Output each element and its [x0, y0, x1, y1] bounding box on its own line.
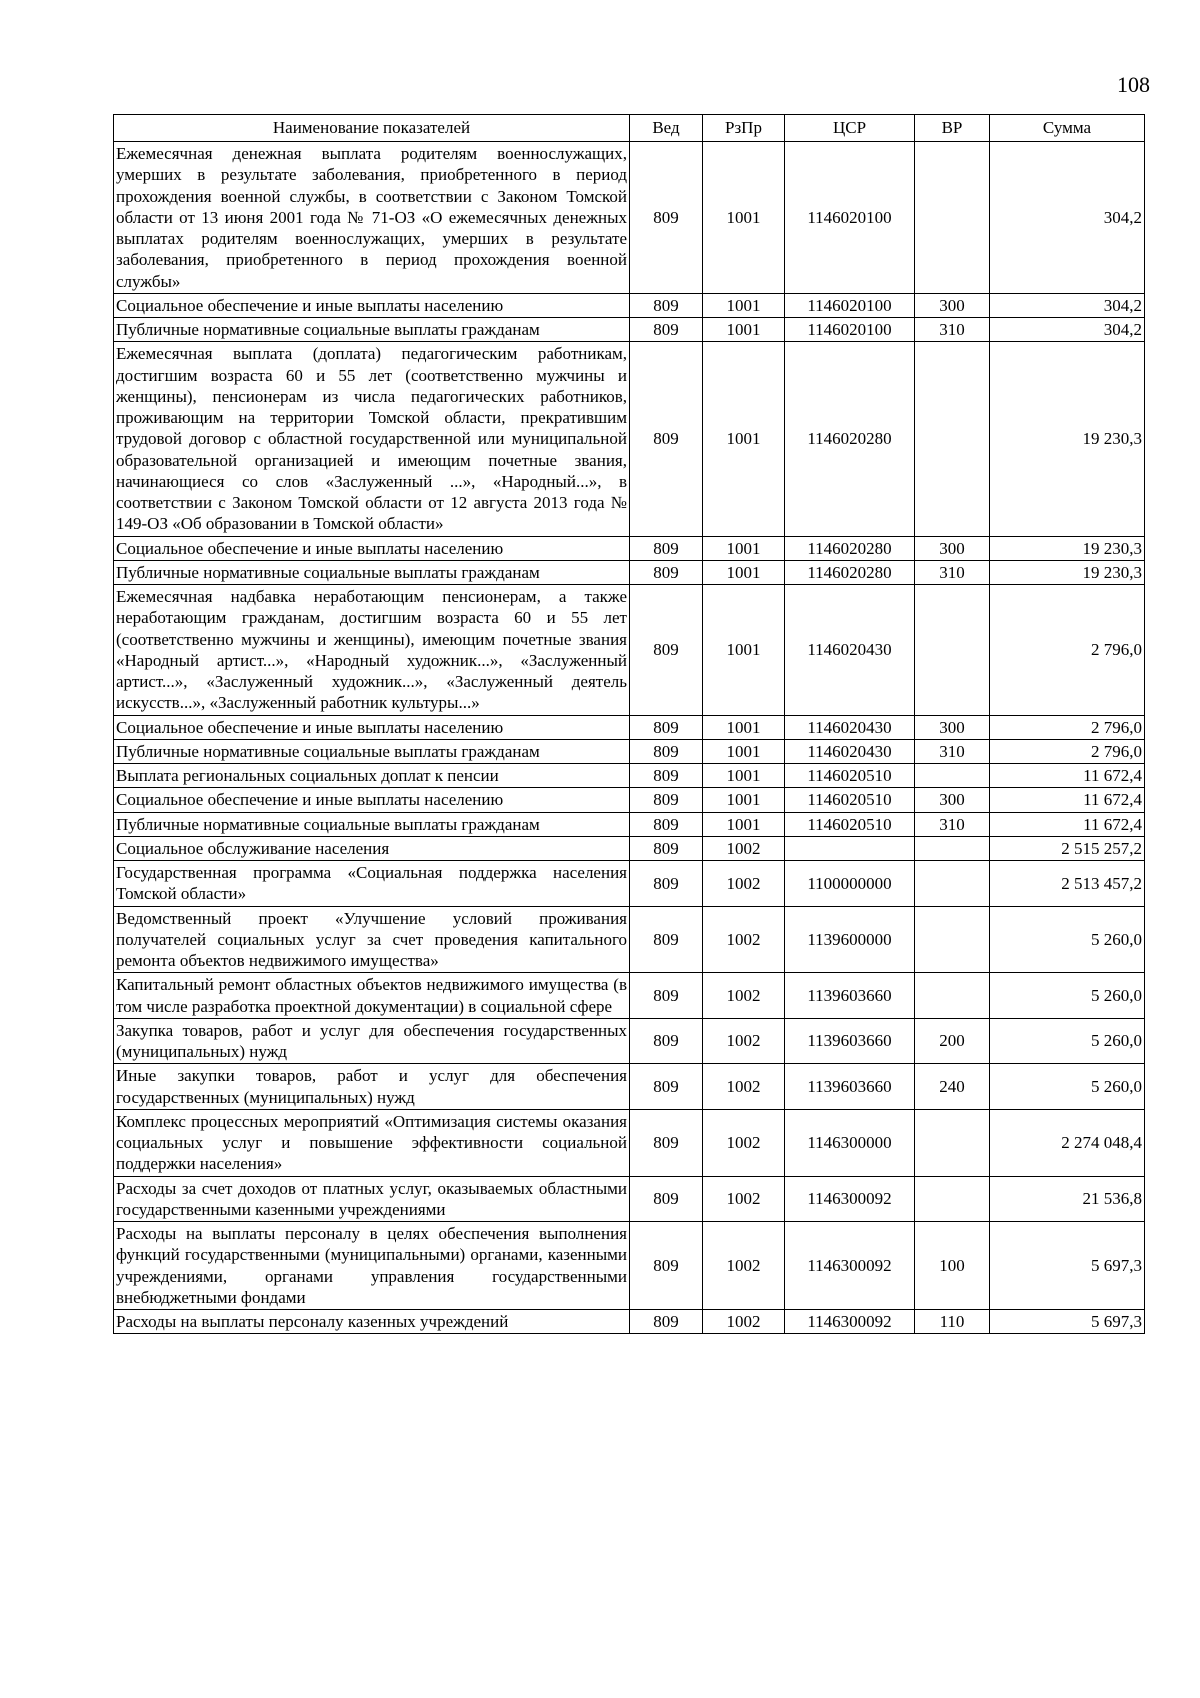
table-row: [114, 1064, 1145, 1110]
table-row: [114, 585, 1145, 716]
cell-ved: 809: [630, 739, 703, 763]
cell-name: Публичные нормативные социальные выплаты гражданам: [114, 560, 630, 584]
cell-ved: 809: [630, 1109, 703, 1176]
cell-rzpr: 1001: [703, 293, 785, 317]
cell-ved: 809: [630, 1222, 703, 1310]
cell-vr: 310: [915, 560, 990, 584]
cell-rzpr: 1002: [703, 1310, 785, 1334]
budget-table: [113, 114, 1145, 1334]
cell-ved: 809: [630, 906, 703, 973]
cell-vr: [915, 342, 990, 536]
table-row: [114, 1176, 1145, 1222]
cell-rzpr: 1001: [703, 788, 785, 812]
cell-csr: 1146020430: [785, 715, 915, 739]
cell-vr: 310: [915, 739, 990, 763]
cell-csr: 1139603660: [785, 1018, 915, 1064]
cell-name: Ведомственный проект «Улучшение условий проживания получателей социальных услуг за счет проведения капитального ремонта объектов недвижимого имущества»: [114, 906, 630, 973]
cell-csr: 1146020100: [785, 142, 915, 294]
cell-sum: 5 260,0: [990, 1064, 1145, 1110]
cell-ved: 809: [630, 1310, 703, 1334]
cell-vr: 300: [915, 536, 990, 560]
table-row: [114, 1222, 1145, 1310]
cell-name: Ежемесячная денежная выплата родителям военнослужащих, умерших в результате заболевания, приобретенного в период прохождения военной службы, в соответствии с Законом Томской области от 13 июня 2001 года № 71-ОЗ «О ежемесячных денежных выплатах родителям военнослужащих, умерших в результате заболевания, приобретенного в период прохождения военной службы»: [114, 142, 630, 294]
table-row: [114, 560, 1145, 584]
cell-rzpr: 1001: [703, 739, 785, 763]
cell-sum: 2 796,0: [990, 739, 1145, 763]
cell-csr: 1139600000: [785, 906, 915, 973]
cell-ved: 809: [630, 812, 703, 836]
table-row: [114, 1310, 1145, 1334]
cell-name: Расходы на выплаты персоналу в целях обеспечения выполнения функций государственными (муниципальными) органами, казенными учреждениями, органами управления государственными внебюджетными фондами: [114, 1222, 630, 1310]
page-number: 108: [1117, 72, 1150, 97]
column-header-csr: ЦСР: [785, 115, 915, 142]
cell-vr: [915, 1109, 990, 1176]
cell-ved: 809: [630, 342, 703, 536]
table-body: [114, 142, 1145, 1334]
cell-name: Публичные нормативные социальные выплаты гражданам: [114, 318, 630, 342]
cell-name: Закупка товаров, работ и услуг для обеспечения государственных (муниципальных) нужд: [114, 1018, 630, 1064]
cell-vr: 300: [915, 715, 990, 739]
cell-csr: 1146300092: [785, 1310, 915, 1334]
table-header-row: [114, 115, 1145, 142]
cell-name: Социальное обеспечение и иные выплаты населению: [114, 293, 630, 317]
cell-ved: 809: [630, 715, 703, 739]
cell-sum: 11 672,4: [990, 788, 1145, 812]
cell-csr: 1146020510: [785, 812, 915, 836]
cell-vr: 300: [915, 788, 990, 812]
cell-sum: 5 260,0: [990, 973, 1145, 1019]
cell-ved: 809: [630, 861, 703, 907]
cell-rzpr: 1002: [703, 973, 785, 1019]
cell-rzpr: 1001: [703, 812, 785, 836]
table-row: [114, 836, 1145, 860]
cell-vr: [915, 836, 990, 860]
cell-rzpr: 1002: [703, 836, 785, 860]
column-header-ved: Вед: [630, 115, 703, 142]
cell-sum: 21 536,8: [990, 1176, 1145, 1222]
cell-ved: 809: [630, 142, 703, 294]
cell-vr: 110: [915, 1310, 990, 1334]
cell-vr: 300: [915, 293, 990, 317]
cell-ved: 809: [630, 293, 703, 317]
column-header-name: Наименование показателей: [114, 115, 630, 142]
column-header-rzpr: РзПр: [703, 115, 785, 142]
table-row: [114, 715, 1145, 739]
cell-ved: 809: [630, 1064, 703, 1110]
cell-ved: 809: [630, 973, 703, 1019]
cell-name: Комплекс процессных мероприятий «Оптимизация системы оказания социальных услуг и повышение эффективности социальной поддержки населения»: [114, 1109, 630, 1176]
cell-ved: 809: [630, 764, 703, 788]
cell-name: Ежемесячная надбавка неработающим пенсионерам, а также неработающим гражданам, достигшим возраста 60 и 55 лет (соответственно мужчины и женщины), имеющим почетные звания «Народный артист...», «Народный художник...», «Заслуженный артист...», «Заслуженный художник...», «Заслуженный деятель искусств...», «Заслуженный работник культуры...»: [114, 585, 630, 716]
cell-ved: 809: [630, 560, 703, 584]
cell-csr: 1146020100: [785, 293, 915, 317]
cell-sum: 19 230,3: [990, 342, 1145, 536]
cell-vr: [915, 861, 990, 907]
cell-sum: 5 260,0: [990, 906, 1145, 973]
cell-name: Иные закупки товаров, работ и услуг для обеспечения государственных (муниципальных) нужд: [114, 1064, 630, 1110]
cell-ved: 809: [630, 318, 703, 342]
table-row: [114, 812, 1145, 836]
cell-csr: 1146020510: [785, 764, 915, 788]
table-row: [114, 1018, 1145, 1064]
cell-name: Выплата региональных социальных доплат к пенсии: [114, 764, 630, 788]
cell-sum: 5 697,3: [990, 1222, 1145, 1310]
cell-sum: 2 796,0: [990, 715, 1145, 739]
cell-vr: 100: [915, 1222, 990, 1310]
cell-ved: 809: [630, 1176, 703, 1222]
cell-name: Публичные нормативные социальные выплаты гражданам: [114, 812, 630, 836]
cell-sum: 5 260,0: [990, 1018, 1145, 1064]
table-row: [114, 906, 1145, 973]
cell-ved: 809: [630, 585, 703, 716]
cell-name: Социальное обеспечение и иные выплаты населению: [114, 536, 630, 560]
cell-rzpr: 1001: [703, 560, 785, 584]
cell-csr: 1146300000: [785, 1109, 915, 1176]
cell-rzpr: 1001: [703, 536, 785, 560]
cell-rzpr: 1002: [703, 906, 785, 973]
cell-csr: 1146020100: [785, 318, 915, 342]
cell-vr: [915, 585, 990, 716]
cell-csr: [785, 836, 915, 860]
table-row: [114, 861, 1145, 907]
cell-sum: 2 274 048,4: [990, 1109, 1145, 1176]
cell-csr: 1146020280: [785, 560, 915, 584]
cell-vr: [915, 142, 990, 294]
cell-ved: 809: [630, 788, 703, 812]
table-row: [114, 342, 1145, 536]
cell-rzpr: 1001: [703, 764, 785, 788]
cell-csr: 1139603660: [785, 1064, 915, 1110]
cell-sum: 304,2: [990, 142, 1145, 294]
table-row: [114, 739, 1145, 763]
cell-sum: 19 230,3: [990, 536, 1145, 560]
cell-rzpr: 1001: [703, 715, 785, 739]
table-row: [114, 318, 1145, 342]
cell-vr: 310: [915, 318, 990, 342]
cell-vr: [915, 1176, 990, 1222]
table-row: [114, 973, 1145, 1019]
cell-csr: 1146020280: [785, 342, 915, 536]
table-row: [114, 536, 1145, 560]
cell-sum: 304,2: [990, 318, 1145, 342]
cell-rzpr: 1001: [703, 342, 785, 536]
cell-vr: [915, 973, 990, 1019]
cell-name: Публичные нормативные социальные выплаты гражданам: [114, 739, 630, 763]
table-row: [114, 142, 1145, 294]
cell-csr: 1146300092: [785, 1176, 915, 1222]
cell-name: Государственная программа «Социальная поддержка населения Томской области»: [114, 861, 630, 907]
table-row: [114, 764, 1145, 788]
cell-vr: [915, 764, 990, 788]
cell-sum: 304,2: [990, 293, 1145, 317]
cell-vr: 200: [915, 1018, 990, 1064]
cell-rzpr: 1002: [703, 1222, 785, 1310]
cell-ved: 809: [630, 1018, 703, 1064]
cell-rzpr: 1001: [703, 318, 785, 342]
cell-rzpr: 1002: [703, 1176, 785, 1222]
cell-csr: 1139603660: [785, 973, 915, 1019]
column-header-sum: Сумма: [990, 115, 1145, 142]
column-header-vr: ВР: [915, 115, 990, 142]
cell-rzpr: 1002: [703, 1109, 785, 1176]
table-row: [114, 1109, 1145, 1176]
cell-sum: 19 230,3: [990, 560, 1145, 584]
cell-name: Капитальный ремонт областных объектов недвижимого имущества (в том числе разработка проектной документации) в социальной сфере: [114, 973, 630, 1019]
cell-name: Ежемесячная выплата (доплата) педагогическим работникам, достигшим возраста 60 и 55 лет (соответственно мужчины и женщины), пенсионерам из числа педагогических работников, проживающим на территории Томской области, прекратившим трудовой договор с областной государственной или муниципальной образовательной организацией и имеющим почетные звания, начинающиеся со слов «Заслуженный ...», «Народный...», в соответствии с Законом Томской области от 12 августа 2013 года № 149-ОЗ «Об образовании в Томской области»: [114, 342, 630, 536]
cell-sum: 11 672,4: [990, 764, 1145, 788]
cell-name: Социальное обслуживание населения: [114, 836, 630, 860]
cell-csr: 1100000000: [785, 861, 915, 907]
cell-vr: 310: [915, 812, 990, 836]
cell-name: Социальное обеспечение и иные выплаты населению: [114, 788, 630, 812]
cell-rzpr: 1002: [703, 1018, 785, 1064]
cell-name: Расходы за счет доходов от платных услуг, оказываемых областными государственными казенными учреждениями: [114, 1176, 630, 1222]
cell-sum: 2 513 457,2: [990, 861, 1145, 907]
cell-name: Социальное обеспечение и иные выплаты населению: [114, 715, 630, 739]
cell-csr: 1146020280: [785, 536, 915, 560]
cell-csr: 1146020510: [785, 788, 915, 812]
cell-rzpr: 1001: [703, 585, 785, 716]
cell-sum: 2 796,0: [990, 585, 1145, 716]
cell-sum: 2 515 257,2: [990, 836, 1145, 860]
cell-rzpr: 1001: [703, 142, 785, 294]
cell-rzpr: 1002: [703, 861, 785, 907]
cell-csr: 1146020430: [785, 739, 915, 763]
cell-vr: 240: [915, 1064, 990, 1110]
cell-name: Расходы на выплаты персоналу казенных учреждений: [114, 1310, 630, 1334]
cell-csr: 1146300092: [785, 1222, 915, 1310]
cell-ved: 809: [630, 536, 703, 560]
cell-ved: 809: [630, 836, 703, 860]
table-row: [114, 788, 1145, 812]
cell-vr: [915, 906, 990, 973]
cell-sum: 11 672,4: [990, 812, 1145, 836]
table-row: [114, 293, 1145, 317]
cell-sum: 5 697,3: [990, 1310, 1145, 1334]
cell-csr: 1146020430: [785, 585, 915, 716]
cell-rzpr: 1002: [703, 1064, 785, 1110]
